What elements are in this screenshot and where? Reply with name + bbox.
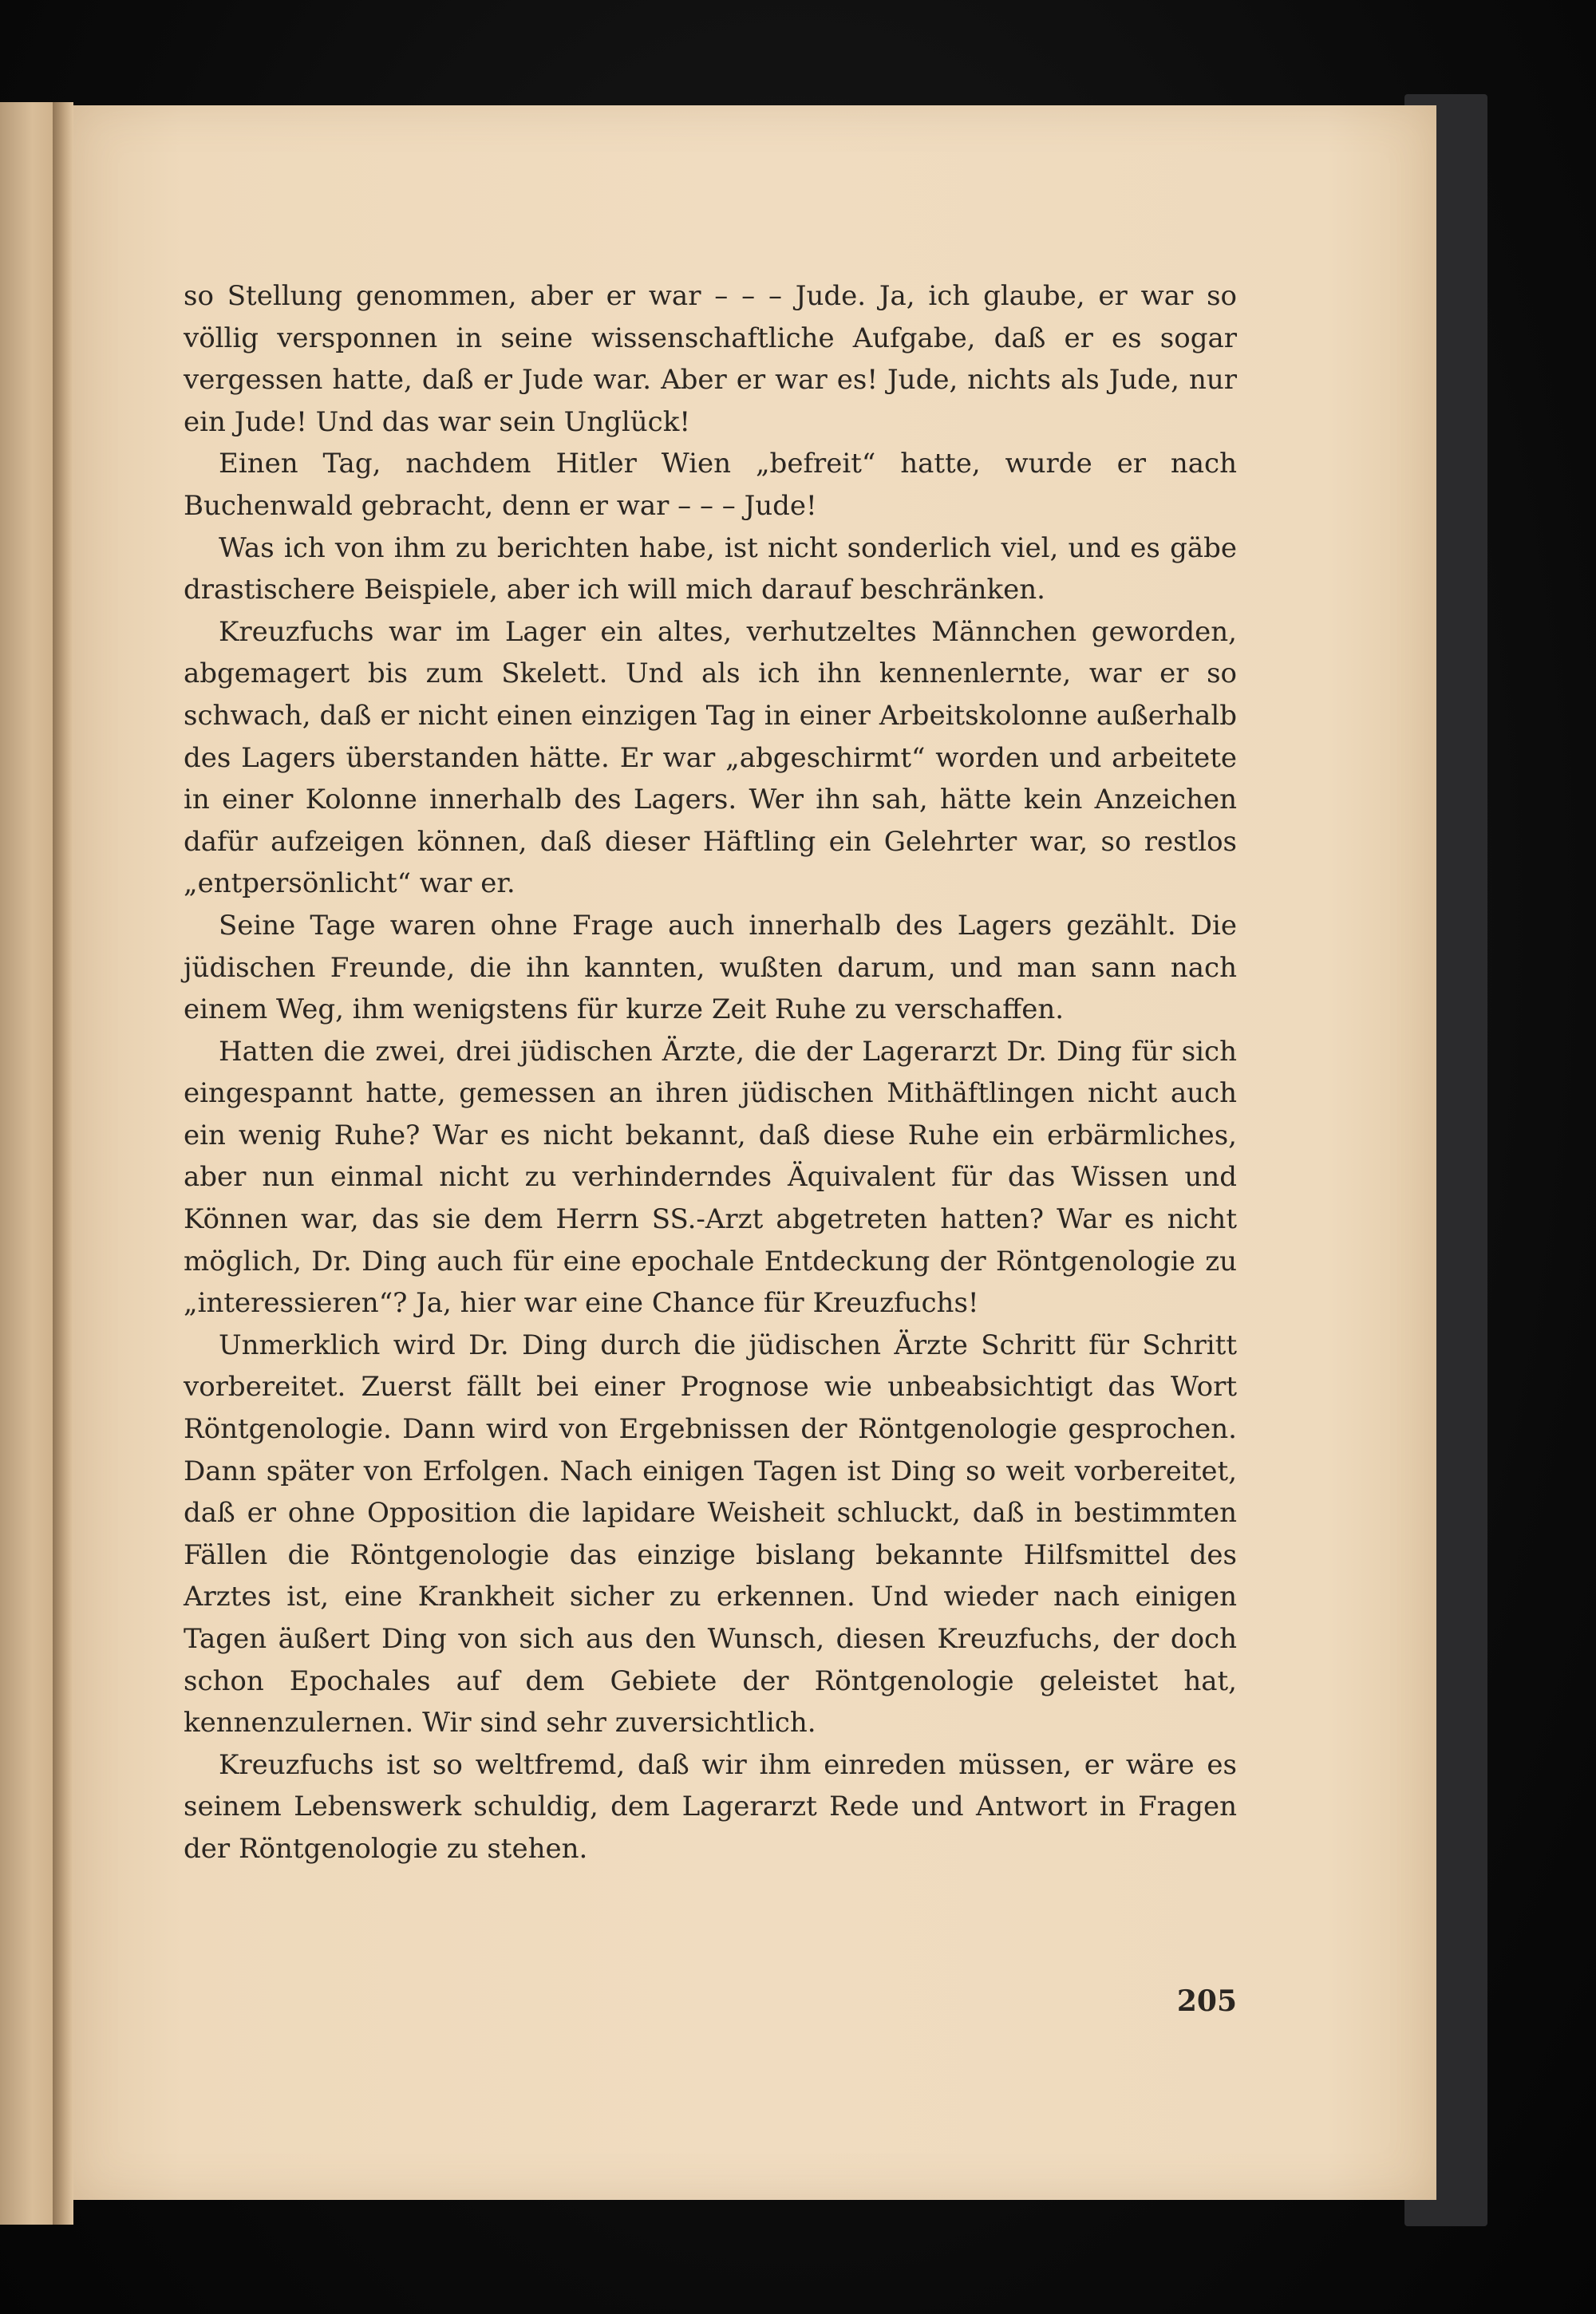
paragraph: Hatten die zwei, drei jüdischen Ärzte, die der Lagerarzt Dr. Ding für sich eingespannt hatte, gemessen an ihren jüdischen Mithäftlingen nicht auch ein wenig Ruhe? War es nicht bekannt, daß diese Ruhe ein erbärmliches, aber nun einmal nicht zu verhinderndes Äquivalent für das Wissen und Können war, das sie dem Herrn SS.-Arzt abgetreten hatten? War es nicht möglich, Dr. Ding auch für eine epochale Entdeckung der Röntgenologie zu „interessieren“? Ja, hier war eine Chance für Kreuzfuchs! [184, 1035, 1237, 1320]
paragraph: Was ich von ihm zu berichten habe, ist nicht sonderlich viel, und es gäbe drastischere Beispiele, aber ich will mich darauf beschränken. [184, 531, 1237, 606]
paragraph: so Stellung genommen, aber er war – – – Jude. Ja, ich glaube, er war so völlig versponnen in seine wissenschaftliche Aufgabe, daß er es sogar vergessen hatte, daß er Jude war. Aber er war es! Jude, nichts als Jude, nur ein Jude! Und das war sein Unglück! [184, 280, 1237, 438]
page-gutter [53, 102, 73, 2225]
paragraph: Unmerklich wird Dr. Ding durch die jüdischen Ärzte Schritt für Schritt vorbereitet. Zuerst fällt bei einer Prognose wie unbeabsichtigt das Wort Röntgenologie. Dann wird von Ergebnissen der Röntgenologie gesprochen. Dann später von Erfolgen. Nach einigen Tagen ist Ding so weit vorbereitet, daß er ohne Opposition die lapidare Weisheit schluckt, daß in bestimmten Fällen die Röntgenologie das einzige bislang bekannte Hilfsmittel des Arztes ist, eine Krankheit sicher zu erkennen. Und wieder nach einigen Tagen äußert Ding von sich aus den Wunsch, diesen Kreuzfuchs, der doch schon Epochales auf dem Gebiete der Röntgenologie geleistet hat, kennenzulernen. Wir sind sehr zuversichtlich. [184, 1329, 1237, 1739]
paragraph: Seine Tage waren ohne Frage auch innerhalb des Lagers gezählt. Die jüdischen Freunde, die ihn kannten, wußten darum, und man sann nach einem Weg, ihm wenigstens für kurze Zeit Ruhe zu verschaffen. [184, 909, 1237, 1026]
paragraph: Kreuzfuchs war im Lager ein altes, verhutzeltes Männchen geworden, abgemagert bis zum Skelett. Und als ich ihn kennenlernte, war er so schwach, daß er nicht einen einzigen Tag in einer Arbeitskolonne außerhalb des Lagers überstanden hätte. Er war „abgeschirmt“ worden und arbeitete in einer Kolonne innerhalb des Lagers. Wer ihn sah, hätte kein Anzeichen dafür aufzeigen können, daß dieser Häftling ein Gelehrter war, so restlos „entpersönlicht“ war er. [184, 615, 1237, 900]
paragraph: Kreuzfuchs ist so weltfremd, daß wir ihm einreden müssen, er wäre es seinem Lebenswerk schuldig, dem Lagerarzt Rede und Antwort in Fragen der Röntgenologie zu stehen. [184, 1748, 1237, 1865]
page-number: 205 [1176, 1984, 1237, 2018]
page-body-text [184, 275, 1237, 1870]
paragraph: Einen Tag, nachdem Hitler Wien „befreit“ hatte, wurde er nach Buchenwald gebracht, denn er war – – – Jude! [184, 448, 1237, 522]
